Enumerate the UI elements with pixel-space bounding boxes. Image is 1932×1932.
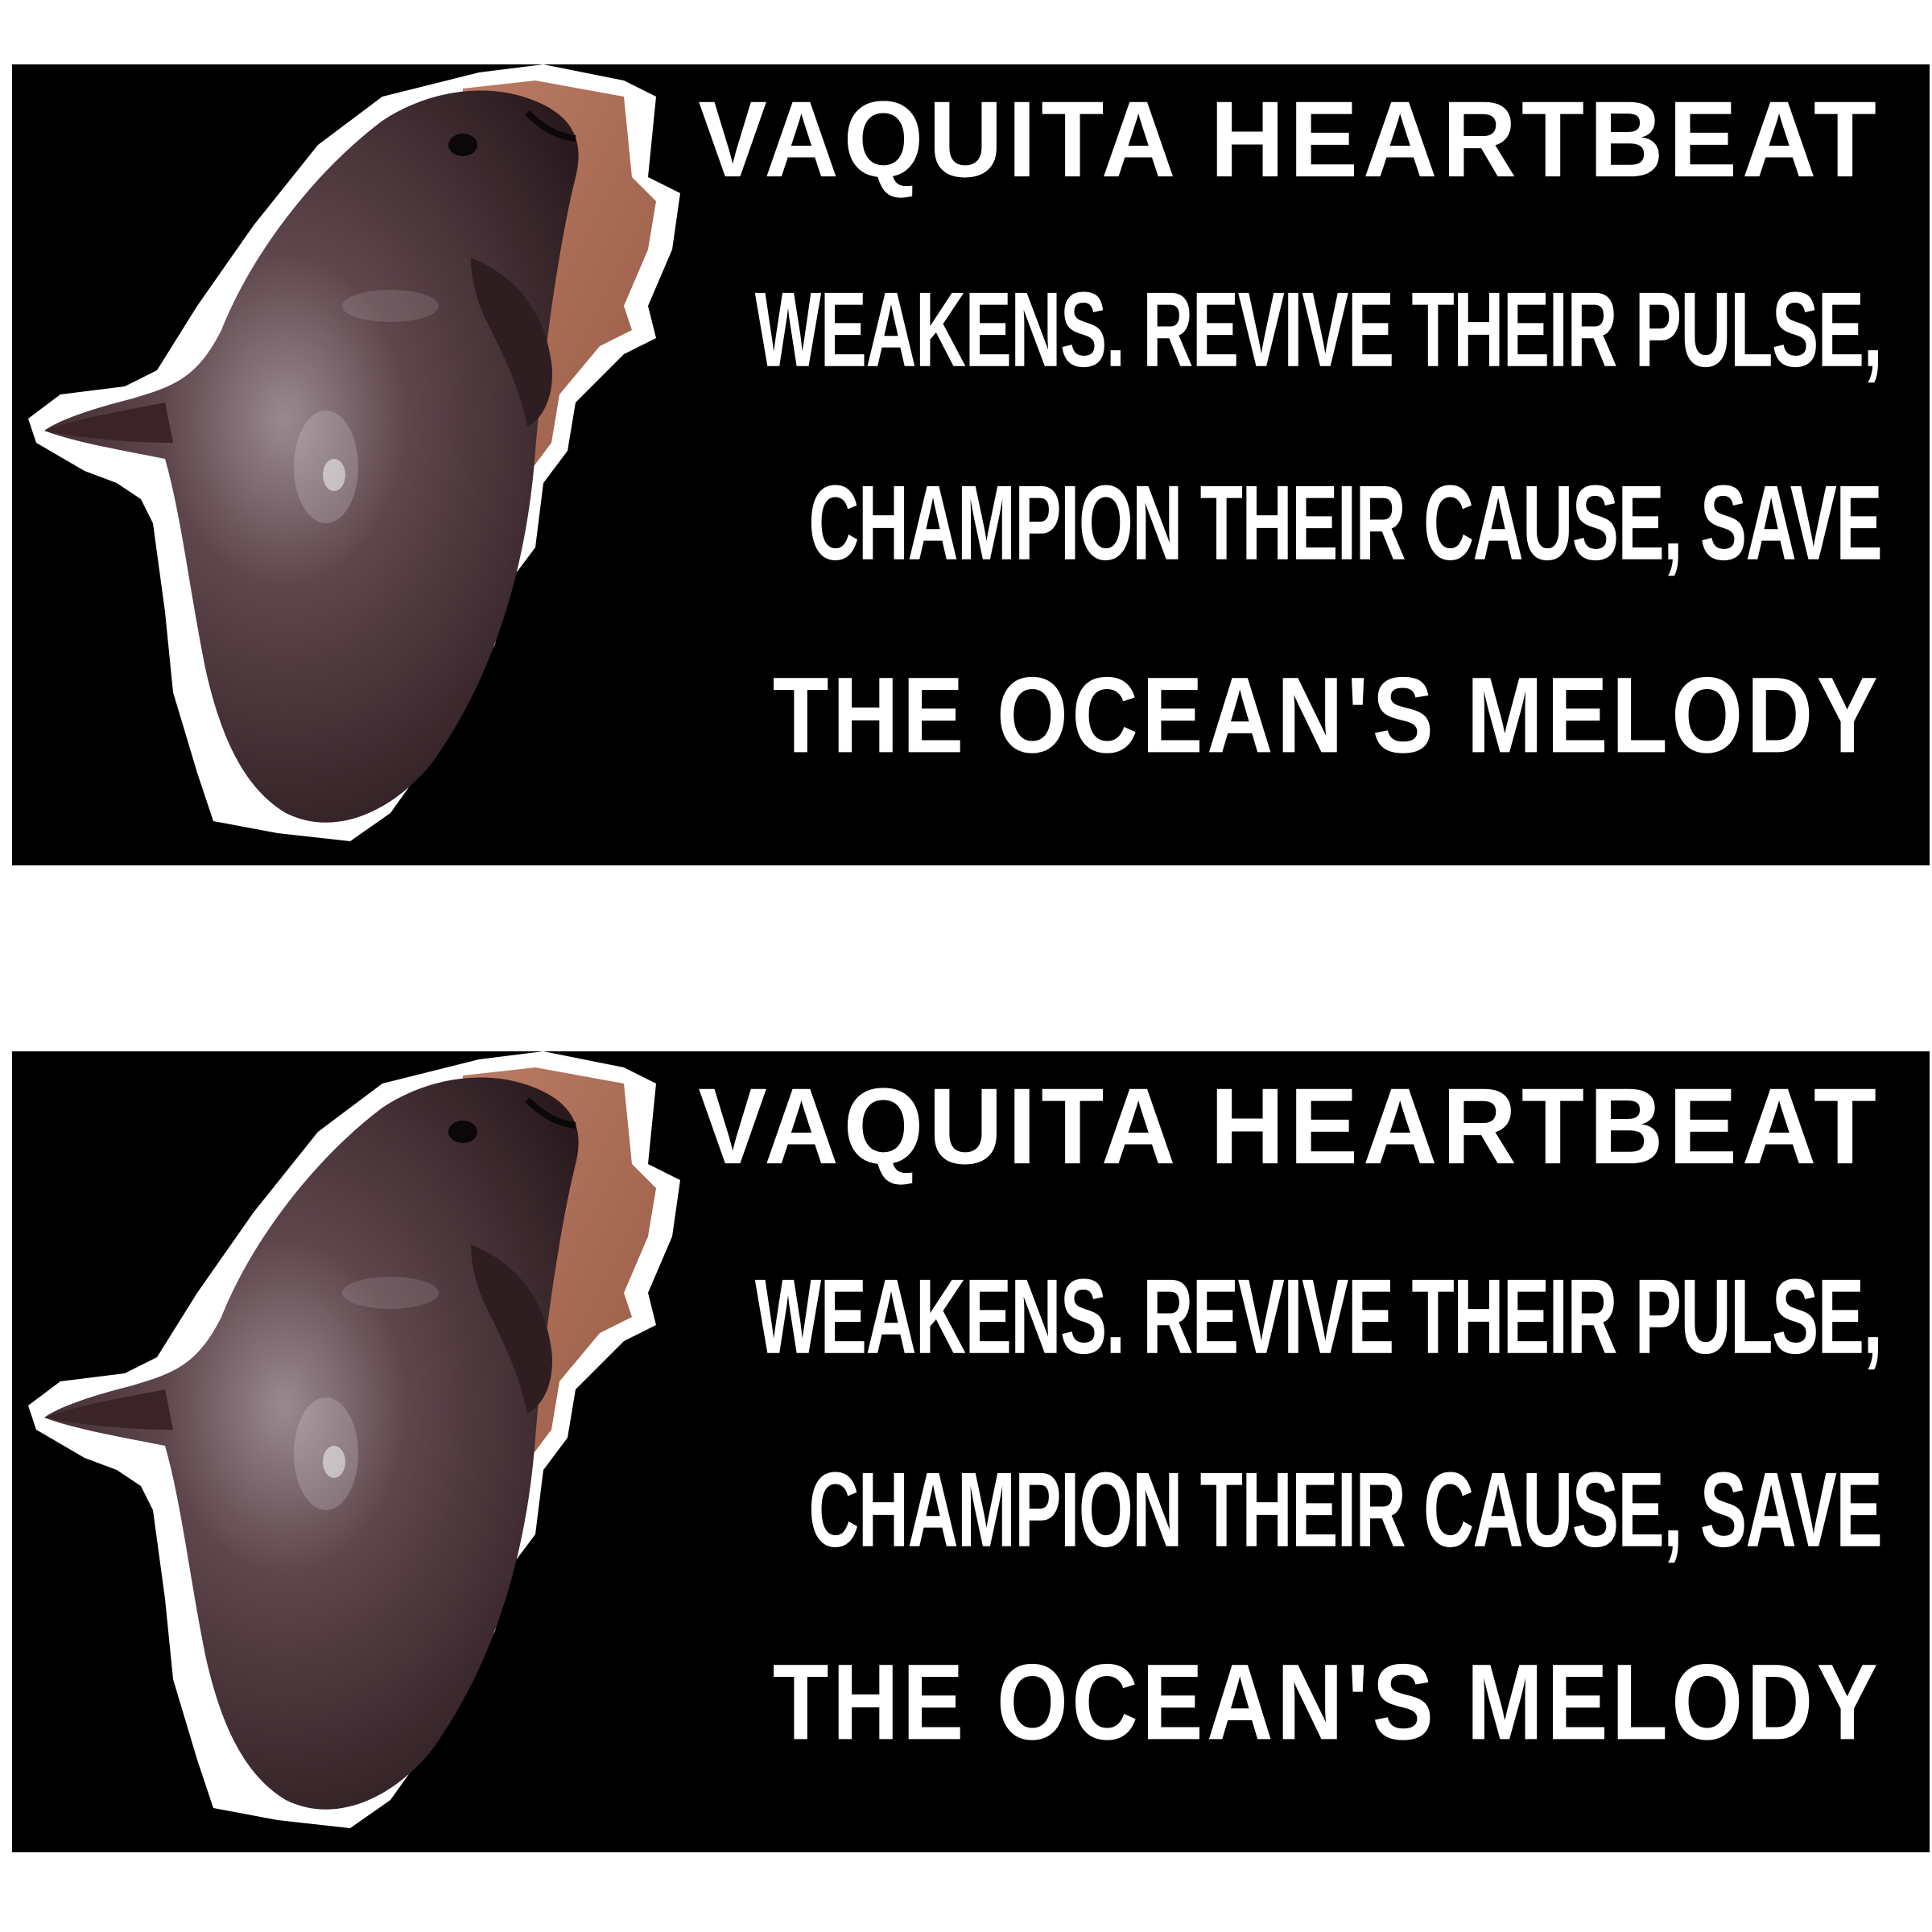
slogan-line-2: WEAKENS. REVIVE THEIR PULSE,: [754, 270, 1881, 390]
porpoise-eye: [448, 134, 477, 156]
slogan-line-4: THE OCEAN'S MELODY: [772, 1642, 1881, 1763]
sticker-top: [12, 64, 1930, 865]
slogan-line-2: WEAKENS. REVIVE THEIR PULSE,: [754, 1257, 1881, 1377]
slogan-text-block: [577, 64, 1881, 865]
slogan-line-3: CHAMPION THEIR CAUSE, SAVE: [808, 1451, 1881, 1570]
slogan-line-1: VAQUITA HEARTBEAT: [698, 1066, 1881, 1187]
slogan-line-4: THE OCEAN'S MELODY: [772, 655, 1881, 776]
slogan-text-block: [577, 1051, 1881, 1852]
sticker-bottom: [12, 1051, 1930, 1852]
slogan-line-1: VAQUITA HEARTBEAT: [698, 79, 1881, 200]
porpoise-eye: [448, 1121, 477, 1143]
slogan-line-3: CHAMPION THEIR CAUSE, SAVE: [808, 464, 1881, 583]
